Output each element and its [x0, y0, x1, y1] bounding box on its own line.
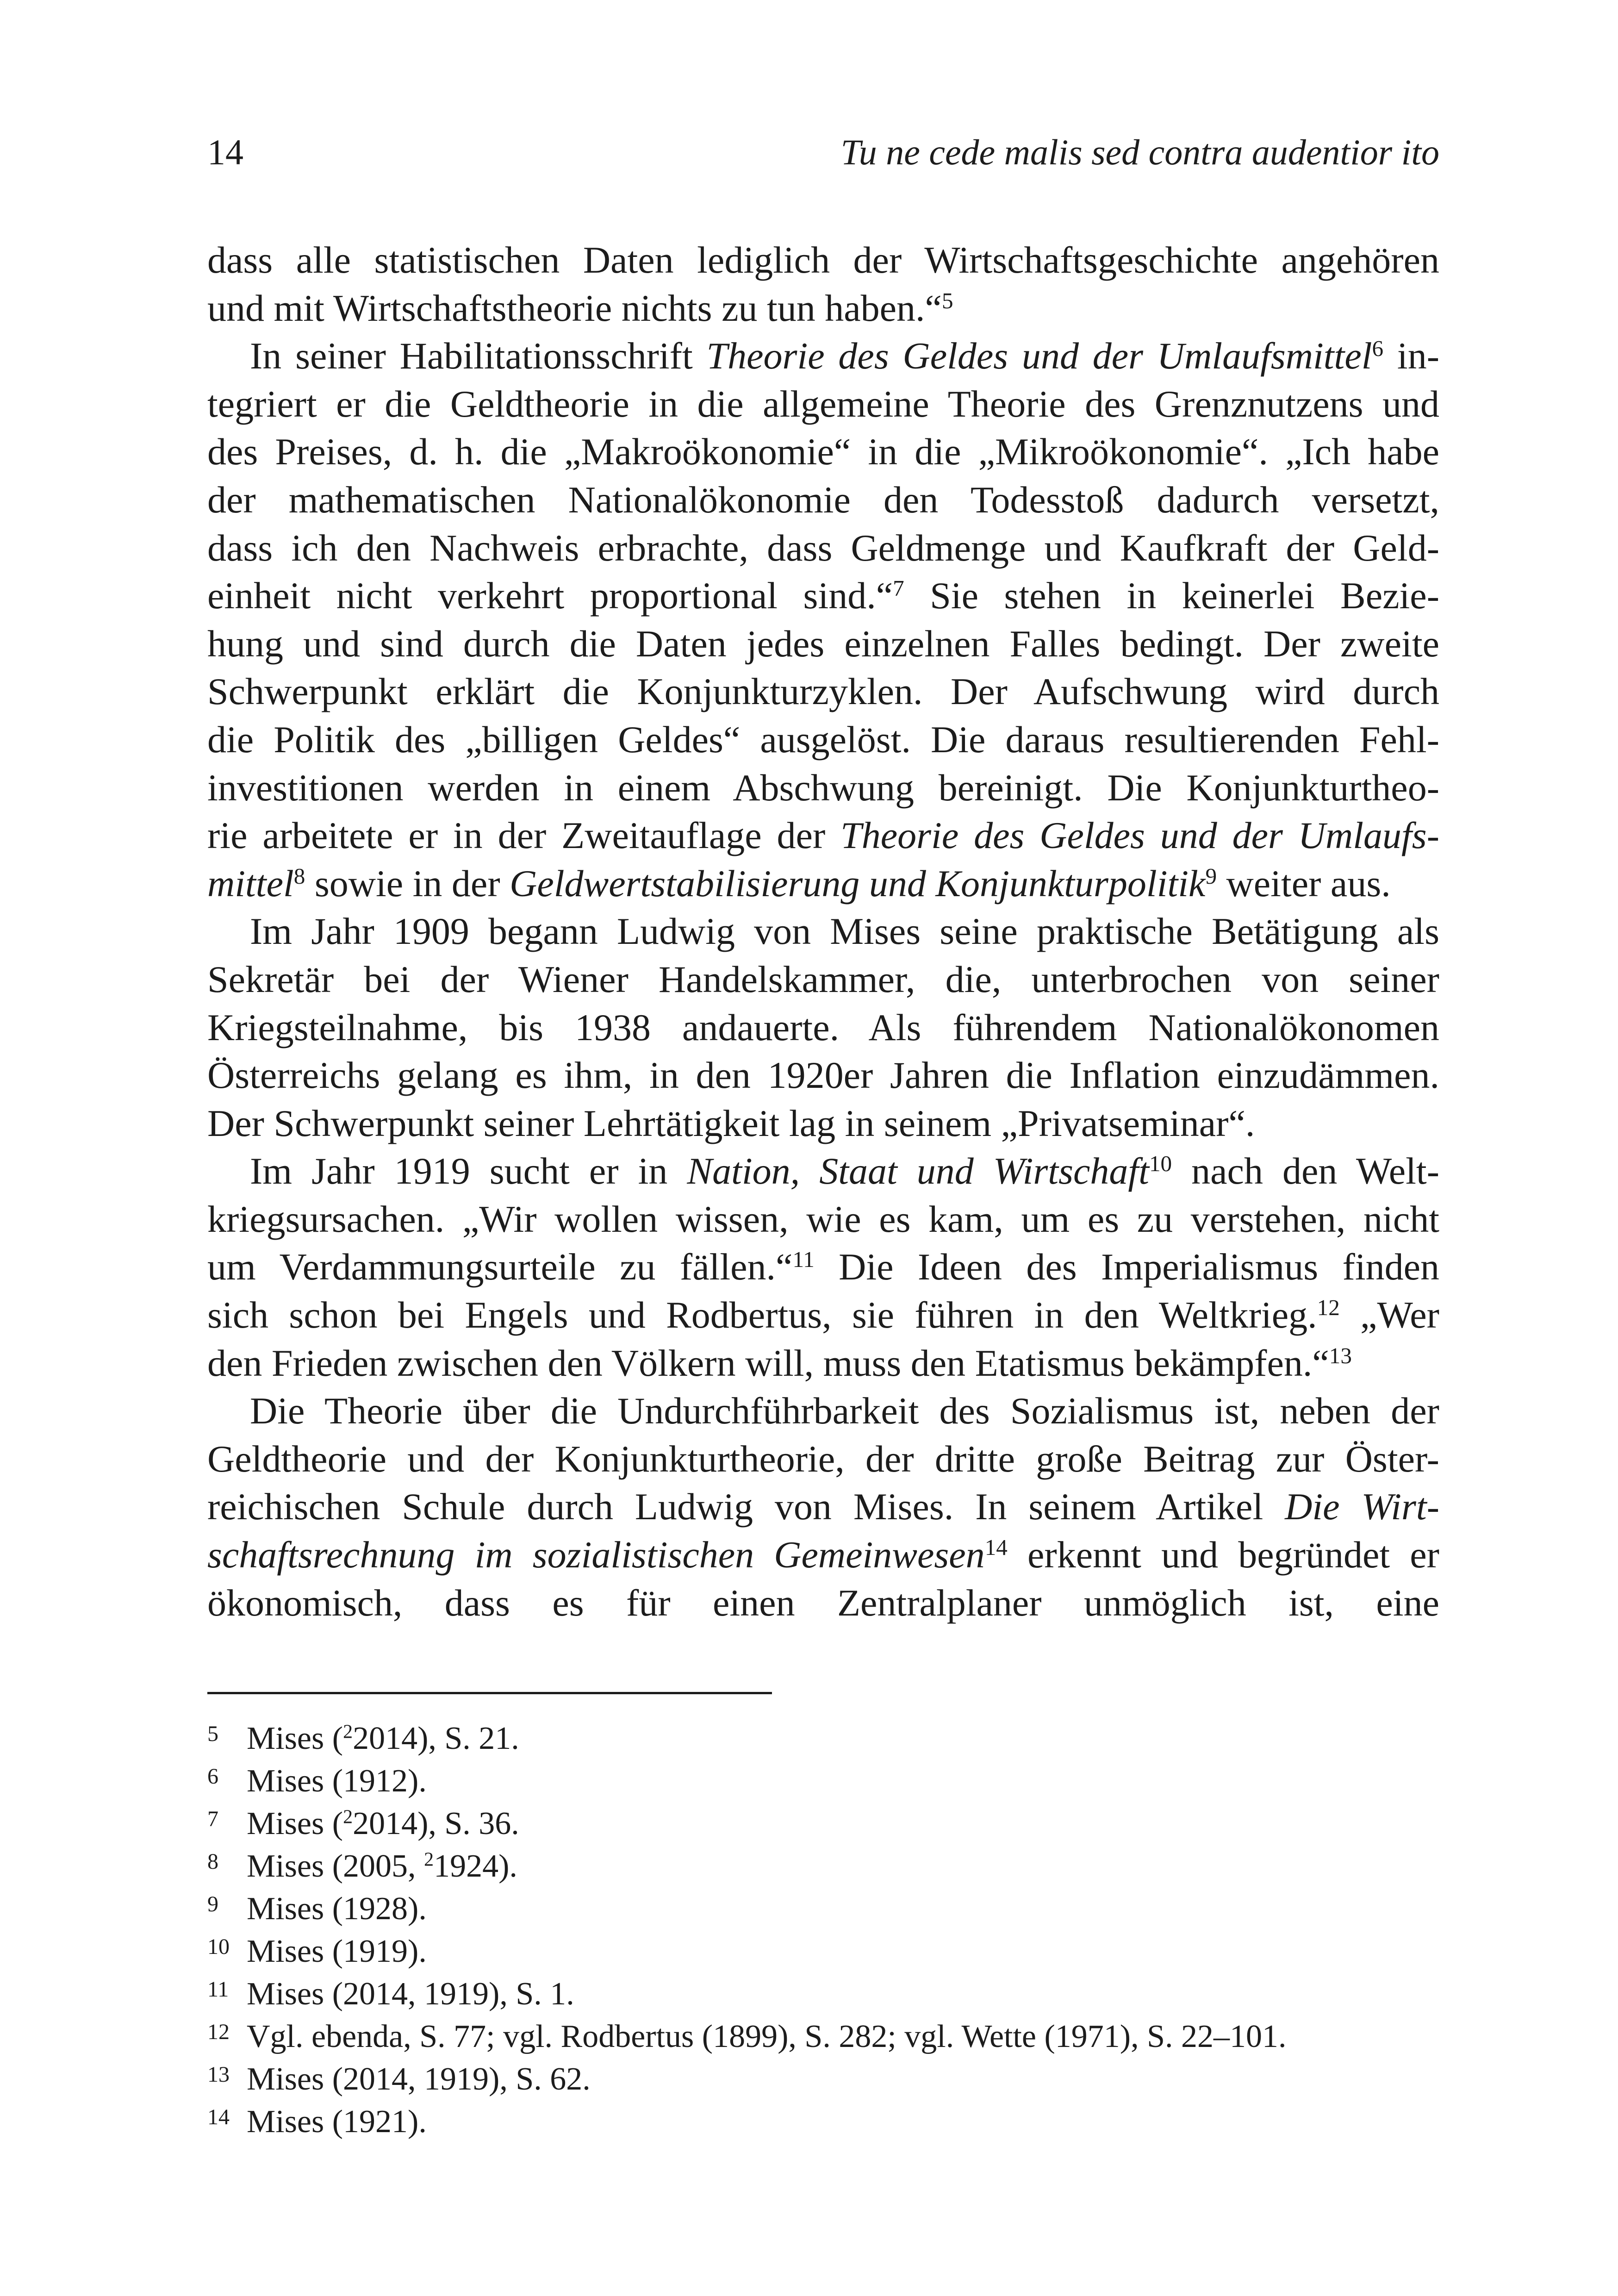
text-line: Kriegsteilnahme, bis 1938 andauerte. Als führendem Nationalökonomen	[207, 1006, 1439, 1048]
text-line: hung und sind durch die Daten jedes einzelnen Falles bedingt. Der zweite	[207, 622, 1439, 665]
footnotes	[207, 1713, 1439, 2139]
footnote: 6 Mises (1912).	[207, 1755, 1439, 1798]
page-header	[207, 134, 1439, 190]
text-line: tegriert er die Geldtheorie in die allgemeine Theorie des Grenznutzens und	[207, 382, 1439, 425]
text-line: und mit Wirtschaftstheorie nichts zu tun haben.“$^5$	[207, 287, 953, 329]
text-line: Im Jahr 1919 sucht er in Nation, Staat und Wirtschaft$^{10}$ nach den Welt-	[250, 1150, 1439, 1192]
text-line: mittel$^8$ sowie in der Geldwertstabilisierung und Konjunkturpolitik$^9$ weiter aus.	[207, 862, 1391, 905]
text-line: investitionen werden in einem Abschwung bereinigt. Die Konjunkturtheo-	[207, 766, 1439, 809]
main-text	[207, 236, 1439, 1627]
text-line: Die Theorie über die Undurchführbarkeit des Sozialismus ist, neben der	[250, 1390, 1439, 1432]
footnote-number: 7	[207, 1807, 218, 1831]
text-line: dass alle statistischen Daten lediglich der Wirtschaftsgeschichte angehören	[207, 239, 1439, 281]
footnote-ref[interactable]: 12	[1317, 1295, 1340, 1321]
book-title: Theorie des Geldes und der Umlaufsmittel	[706, 335, 1372, 377]
text-line: Schwerpunkt erklärt die Konjunkturzyklen. Der Aufschwung wird durch	[207, 670, 1439, 713]
book-title: Nation, Staat und Wirtschaft	[687, 1150, 1149, 1192]
footnote: 11 Mises (2014, 1919), S. 1.	[207, 1968, 1439, 2011]
text-line: einheit nicht verkehrt proportional sind.“$^7$ Sie stehen in keinerlei Bezie-	[207, 574, 1439, 617]
footnote: 12 Vgl. ebenda, S. 77; vgl. Rodbertus (1899), S. 282; vgl. Wette (1971), S. 22–101.	[207, 2011, 1439, 2053]
footnote-ref[interactable]: 5	[941, 287, 953, 313]
book-title: Theorie des Geldes und der Umlaufs-	[840, 814, 1439, 857]
footnote: 8 Mises (2005, $^2$1924).	[207, 1841, 1439, 1883]
article-title: Die Wirt-	[1285, 1485, 1439, 1528]
footnote-number: 14	[207, 2105, 230, 2129]
book-title: Geldwertstabilisierung und Konjunkturpolitik	[510, 862, 1206, 905]
text-line: ökonomisch, dass es für einen Zentralplaner unmöglich ist, eine	[207, 1581, 1439, 1624]
text-line: sich schon bei Engels und Rodbertus, sie führen in den Weltkrieg.$^{12}$ „Wer	[207, 1294, 1439, 1336]
text-line: schaftsrechnung im sozialistischen Gemeinwesen$^{14}$ erkennt und begründet er	[207, 1534, 1439, 1576]
text-line: Im Jahr 1909 begann Ludwig von Mises seine praktische Betätigung als	[250, 910, 1439, 953]
footnote: 9 Mises (1928).	[207, 1883, 1439, 1926]
footnote-ref[interactable]: 6	[1372, 336, 1384, 362]
footnote: 14 Mises (1921).	[207, 2096, 1439, 2139]
text-line: reichischen Schule durch Ludwig von Mises. In seinem Artikel Die Wirt-	[207, 1485, 1439, 1528]
text-line: den Frieden zwischen den Völkern will, muss den Etatismus bekämpfen.“$^{13}$	[207, 1341, 1352, 1384]
footnote: 13 Mises (2014, 1919), S. 62.	[207, 2053, 1439, 2096]
book-title: mittel	[207, 862, 294, 905]
article-title: schaftsrechnung im sozialistischen Gemeinwesen	[207, 1534, 985, 1576]
text-line: die Politik des „billigen Geldes“ ausgelöst. Die daraus resultierenden Fehl-	[207, 718, 1439, 761]
text-line: um Verdammungsurteile zu fällen.“$^{11}$ Die Ideen des Imperialismus finden	[207, 1246, 1439, 1288]
footnote-separator	[207, 1692, 772, 1694]
text-line: Geldtheorie und der Konjunkturtheorie, der dritte große Beitrag zur Öster-	[207, 1437, 1439, 1480]
footnote-number: 12	[207, 2020, 230, 2044]
text-line: Sekretär bei der Wiener Handelskammer, die, unterbrochen von seiner	[207, 958, 1439, 1000]
text-line: dass ich den Nachweis erbrachte, dass Geldmenge und Kaufkraft der Geld-	[207, 526, 1439, 569]
text-line: Der Schwerpunkt seiner Lehrtätigkeit lag in seinem „Privatseminar“.	[207, 1102, 1255, 1144]
footnote: 10 Mises (1919).	[207, 1926, 1439, 1968]
footnote-ref[interactable]: 7	[893, 575, 904, 601]
footnote-ref[interactable]: 9	[1205, 863, 1217, 889]
text-line: rie arbeitete er in der Zweitauflage der Theorie des Geldes und der Umlaufs-	[207, 814, 1439, 857]
footnote-ref[interactable]: 14	[984, 1534, 1008, 1560]
text-line: In seiner Habilitationsschrift Theorie des Geldes und der Umlaufsmittel$^6$ in-	[250, 335, 1439, 377]
text-line: des Preises, d. h. die „Makroökonomie“ in die „Mikroökonomie“. „Ich habe	[207, 430, 1439, 473]
footnote-ref[interactable]: 10	[1149, 1151, 1172, 1177]
page-number: 14	[207, 132, 243, 172]
footnote-number: 6	[207, 1764, 218, 1789]
footnote: 5 Mises ($^2$2014), S. 21.	[207, 1713, 1439, 1755]
footnote-number: 13	[207, 2062, 230, 2087]
footnote-number: 11	[207, 1977, 229, 2002]
footnote-number: 8	[207, 1849, 218, 1874]
footnote-number: 5	[207, 1722, 218, 1746]
footnote-ref[interactable]: 13	[1329, 1342, 1352, 1368]
footnote-number: 10	[207, 1934, 230, 1959]
text-line: der mathematischen Nationalökonomie den Todesstoß dadurch versetzt,	[207, 478, 1439, 521]
text-line: kriegsursachen. „Wir wollen wissen, wie es kam, um es zu verstehen, nicht	[207, 1198, 1439, 1240]
running-title: Tu ne cede malis sed contra audentior ito	[840, 132, 1439, 172]
footnote: 7 Mises ($^2$2014), S. 36.	[207, 1798, 1439, 1841]
footnote-ref[interactable]: 8	[293, 863, 305, 889]
text-line: Österreichs gelang es ihm, in den 1920er Jahren die Inflation einzudämmen.	[207, 1054, 1439, 1097]
footnote-number: 9	[207, 1892, 218, 1916]
footnote-ref[interactable]: 11	[792, 1247, 815, 1273]
